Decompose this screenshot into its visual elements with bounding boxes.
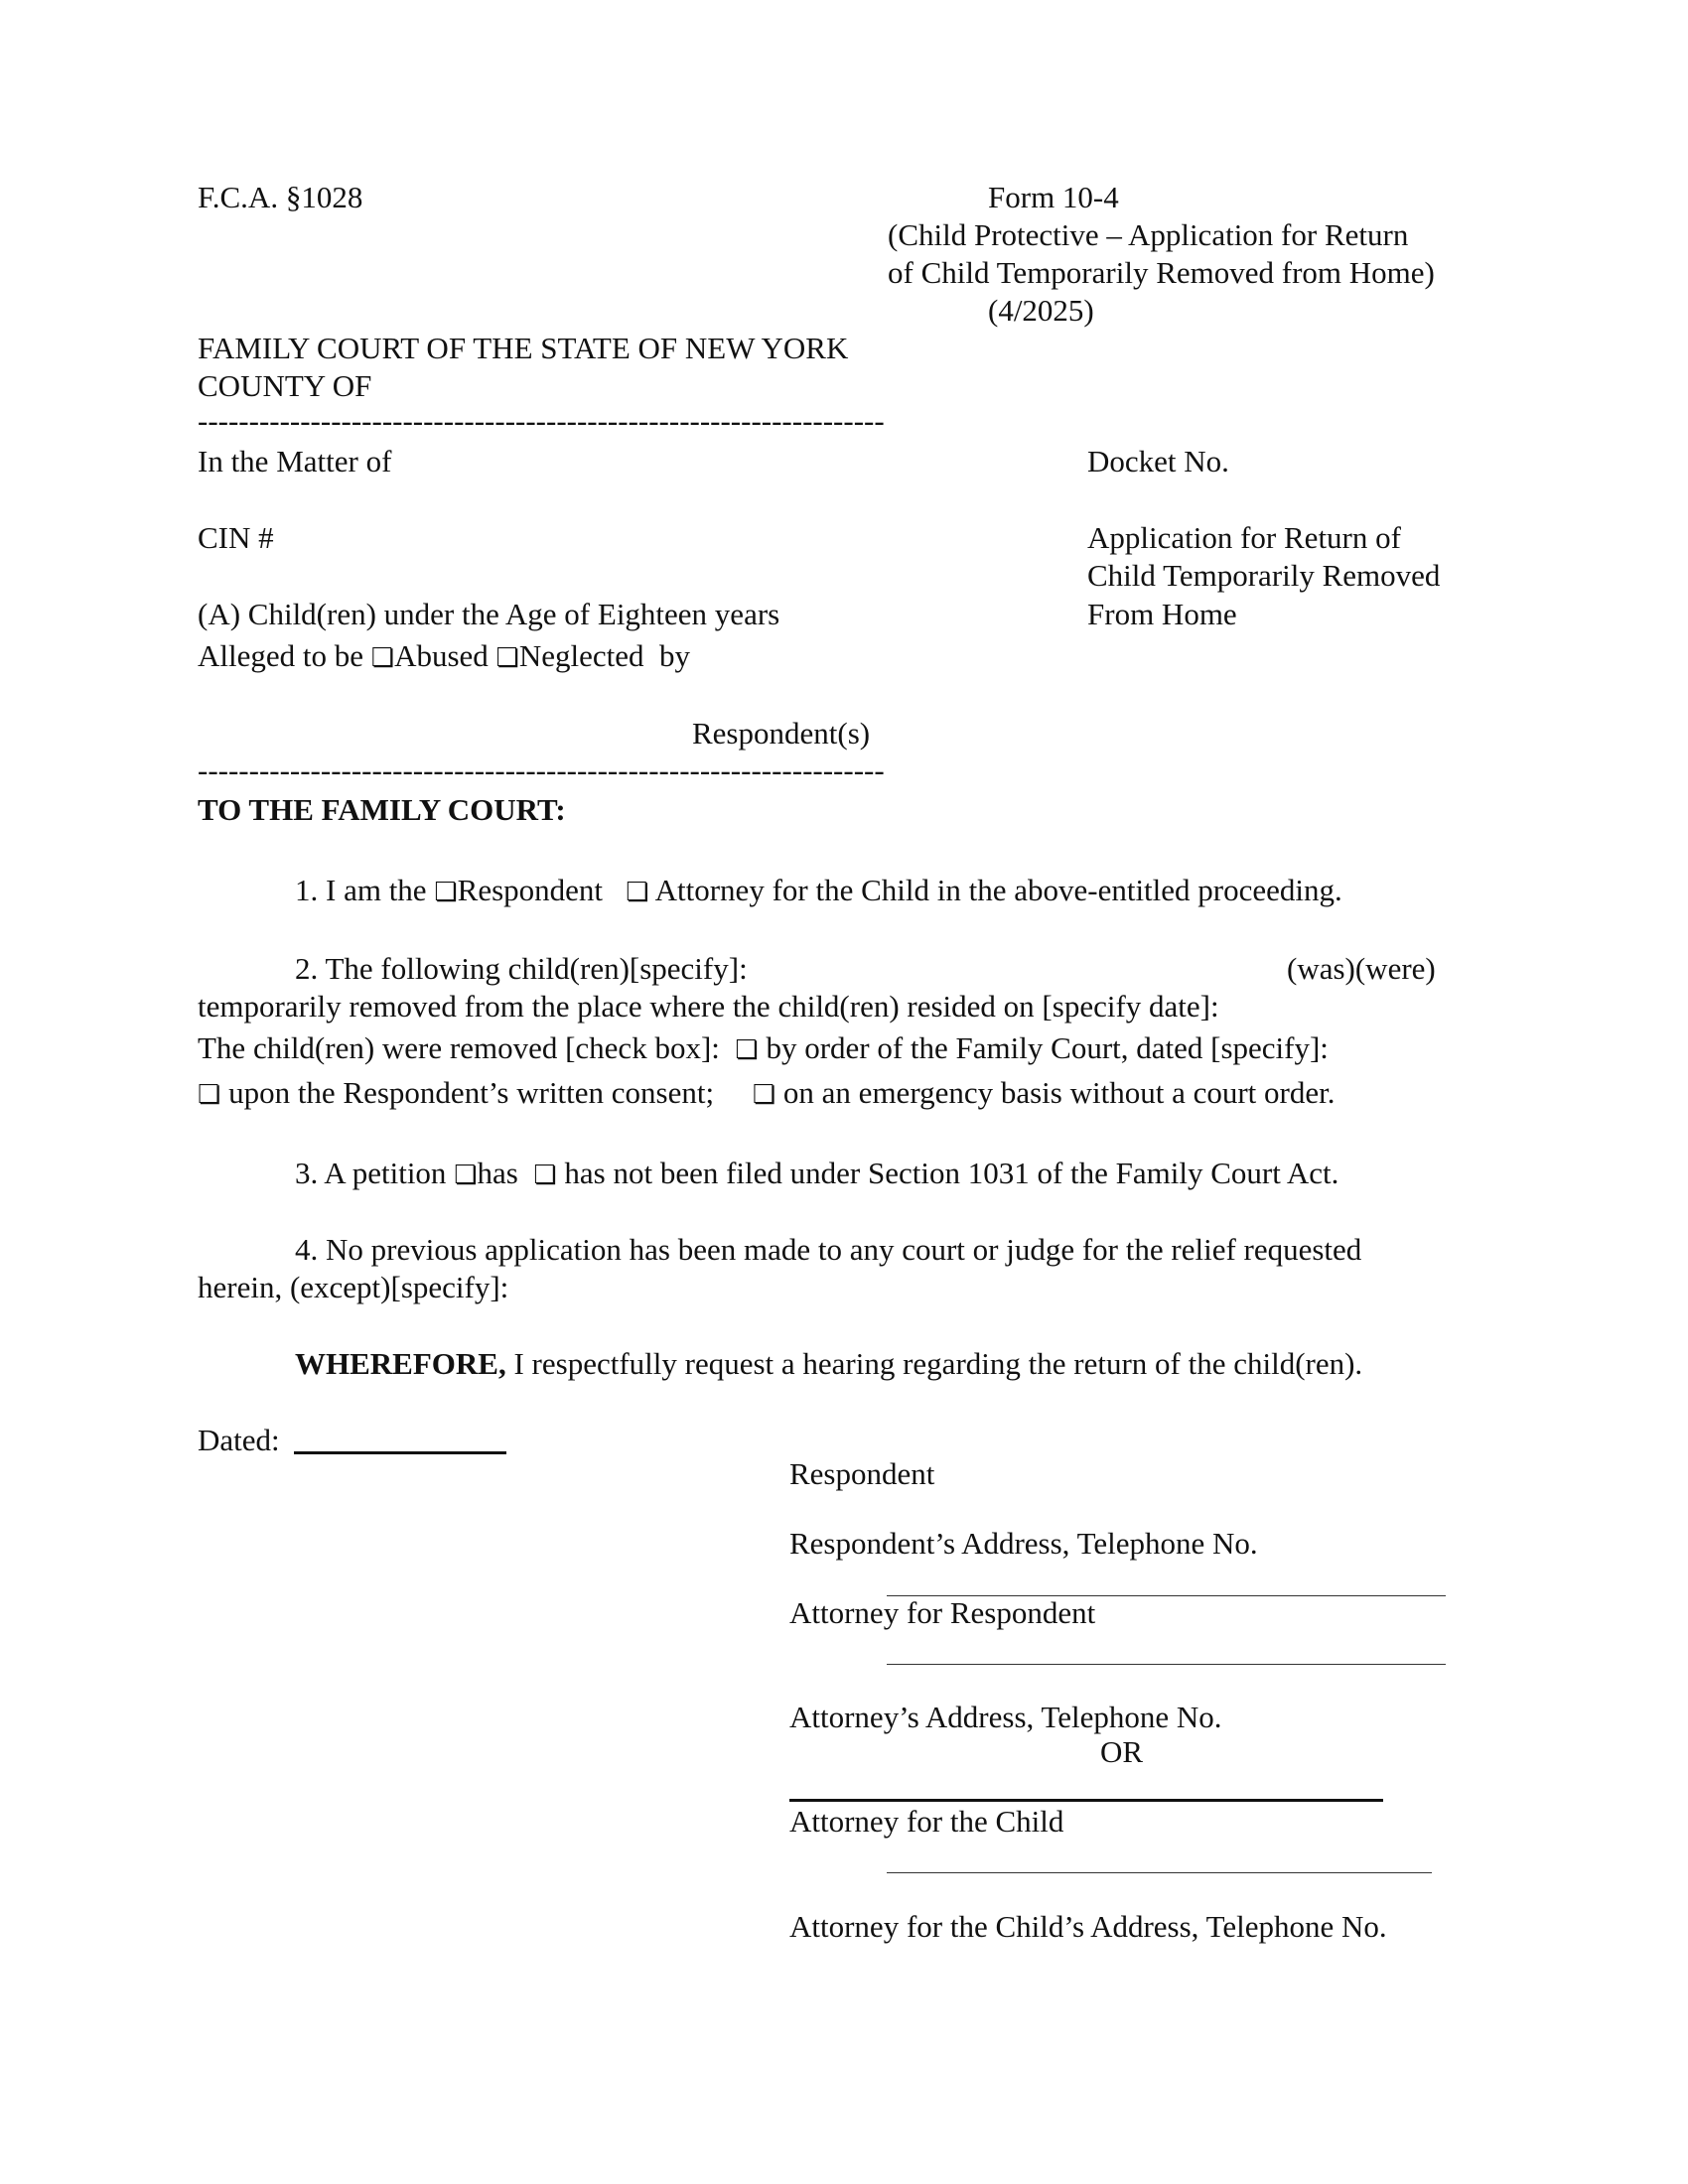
caption-divider-top: ------------------------------------------------------------------- — [198, 403, 885, 438]
attorney-respondent-line[interactable] — [887, 1664, 1446, 1665]
attorney-child-checkbox[interactable]: ❏ — [626, 878, 649, 907]
paragraph-1 — [295, 872, 1342, 909]
form-description-line-2: of Child Temporarily Removed from Home) — [888, 255, 1435, 290]
dated-label: Dated: — [198, 1423, 280, 1457]
neglected-checkbox[interactable]: ❏ — [495, 643, 519, 673]
cin-label: CIN # — [198, 520, 274, 555]
form-revision-date: (4/2025) — [988, 293, 1094, 328]
attorney-child-address-label: Attorney for the Child’s Address, Telephone No. — [789, 1909, 1387, 1944]
matter-label: In the Matter of — [198, 444, 392, 478]
form-number: Form 10-4 — [988, 180, 1119, 214]
abused-label: Abused — [394, 638, 489, 673]
p1-text: 1. I am the — [295, 873, 427, 907]
paragraph-2-line-4 — [198, 1074, 1335, 1112]
petition-has-label: has — [477, 1156, 518, 1190]
attorney-child-address-line[interactable] — [887, 1872, 1432, 1873]
attorney-respondent-label: Attorney for Respondent — [789, 1595, 1096, 1630]
p3-text: 3. A petition — [295, 1156, 447, 1190]
paragraph-4-line-1: 4. No previous application has been made to any court or judge for the relief requested — [295, 1232, 1362, 1267]
docket-label: Docket No. — [1087, 444, 1229, 478]
wherefore-clause — [295, 1345, 1362, 1383]
neglected-label: Neglected — [518, 638, 644, 673]
emergency-label: on an emergency basis without a court order. — [782, 1075, 1336, 1110]
application-title-line-2: Child Temporarily Removed — [1087, 558, 1441, 593]
respondents-label: Respondent(s) — [692, 716, 871, 751]
caption-divider-bottom: ------------------------------------------------------------------- — [198, 752, 885, 787]
paragraph-4-line-2: herein, (except)[specify]: — [198, 1270, 509, 1304]
wherefore-text: I respectfully request a hearing regarding the return of the child(ren). — [505, 1346, 1363, 1381]
addressee: TO THE FAMILY COURT: — [198, 792, 566, 827]
statute-reference: F.C.A. §1028 — [198, 180, 363, 214]
form-description-line-1: (Child Protective – Application for Return — [888, 217, 1409, 252]
paragraph-3 — [295, 1155, 1338, 1192]
wherefore-keyword: WHEREFORE, — [295, 1346, 506, 1381]
paragraph-2-line-3 — [198, 1029, 1329, 1067]
alleged-line — [198, 637, 690, 675]
court-order-label: by order of the Family Court, dated [specify]: — [766, 1030, 1329, 1065]
removal-check-label: The child(ren) were removed [check box]: — [198, 1030, 720, 1065]
petition-has-not-label: has not been filed under Section 1031 of the Family Court Act. — [564, 1156, 1339, 1190]
by-label: by — [659, 638, 691, 673]
emergency-checkbox[interactable]: ❏ — [752, 1080, 776, 1110]
attorney-address-label: Attorney’s Address, Telephone No. — [789, 1700, 1222, 1734]
paragraph-2-line-1: 2. The following child(ren)[specify]: — [295, 951, 748, 986]
application-title-line-1: Application for Return of — [1087, 520, 1401, 555]
attorney-child-signature-line[interactable] — [789, 1799, 1383, 1802]
written-consent-checkbox[interactable]: ❏ — [198, 1080, 221, 1110]
was-were-label: (was)(were) — [1287, 951, 1436, 986]
written-consent-label: upon the Respondent’s written consent; — [228, 1075, 715, 1110]
paragraph-2-line-2: temporarily removed from the place where the child(ren) resided on [specify date]: — [198, 989, 1219, 1024]
court-order-checkbox[interactable]: ❏ — [735, 1035, 759, 1065]
petition-has-checkbox[interactable]: ❏ — [454, 1160, 478, 1190]
application-title-line-3: From Home — [1087, 597, 1237, 631]
court-name: FAMILY COURT OF THE STATE OF NEW YORK — [198, 331, 849, 365]
attorney-child-label: Attorney for the Child — [789, 1804, 1064, 1839]
attorney-child-option-label: Attorney for the Child in the above-entitled proceeding. — [654, 873, 1342, 907]
respondent-checkbox[interactable]: ❏ — [434, 878, 458, 907]
dated-line[interactable] — [294, 1451, 506, 1454]
county-label: COUNTY OF — [198, 368, 372, 403]
alleged-label: Alleged to be — [198, 638, 364, 673]
or-label: OR — [1100, 1734, 1144, 1769]
children-age-line: (A) Child(ren) under the Age of Eighteen years — [198, 597, 780, 631]
respondent-address-label: Respondent’s Address, Telephone No. — [789, 1526, 1258, 1561]
abused-checkbox[interactable]: ❏ — [370, 643, 395, 673]
respondent-signature-label: Respondent — [789, 1456, 935, 1491]
respondent-option-label: Respondent — [457, 873, 604, 907]
petition-has-not-checkbox[interactable]: ❏ — [533, 1160, 557, 1190]
